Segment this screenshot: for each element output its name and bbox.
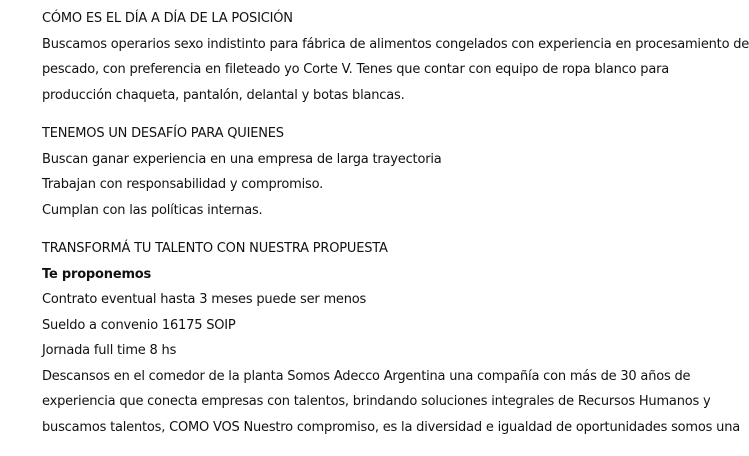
paragraph-line: Descansos en el comedor de la planta Somos Adecco Argentina una compañía con más de 30 años de [42, 368, 691, 384]
section-challenge [42, 121, 742, 223]
section-offer [42, 236, 742, 440]
paragraph-line: pescado, con preferencia en fileteado yo Corte V. Tenes que contar con equipo de ropa blanco para [42, 62, 670, 77]
section-spacer [42, 223, 742, 236]
paragraph-line: Buscamos operarios sexo indistinto para fábrica de alimentos congelados con experiencia en procesamiento de [42, 36, 749, 52]
section-heading: CÓMO ES EL DÍA A DÍA DE LA POSICIÓN [42, 11, 293, 26]
paragraph-line: buscamos talentos, COMO VOS Nuestro compromiso, es la diversidad e igualdad de oportunidades somos una [42, 419, 741, 435]
paragraph-line: producción chaqueta, pantalón, delantal y botas blancas. [42, 87, 405, 103]
list-item: Cumplan con las políticas internas. [42, 202, 263, 218]
offer-subheading: Te proponemos [42, 266, 152, 282]
list-item: Sueldo a convenio 16175 SOIP [42, 317, 236, 333]
list-item: Jornada full time 8 hs [42, 343, 177, 358]
section-spacer [42, 108, 742, 121]
list-item: Contrato eventual hasta 3 meses puede ser menos [42, 292, 367, 307]
job-description [42, 6, 749, 440]
section-day-to-day [42, 6, 749, 108]
list-item: Trabajan con responsabilidad y compromiso. [42, 177, 324, 192]
section-heading: TENEMOS UN DESAFÍO PARA QUIENES [42, 126, 284, 141]
list-item: Buscan ganar experiencia en una empresa de larga trayectoria [42, 151, 442, 167]
section-heading: TRANSFORMÁ TU TALENTO CON NUESTRA PROPUESTA [42, 241, 388, 256]
paragraph-line: experiencia que conecta empresas con talentos, brindando soluciones integrales de Recursos Humanos y [42, 394, 711, 409]
